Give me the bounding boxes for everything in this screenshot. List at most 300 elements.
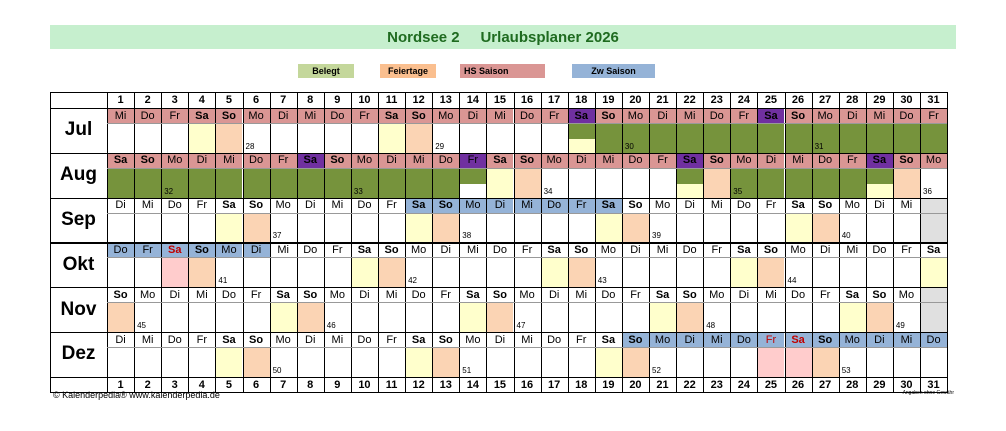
weekday-label: Sa bbox=[791, 199, 805, 212]
day-cell[interactable] bbox=[730, 302, 757, 332]
grid-line bbox=[50, 153, 947, 154]
weekday-label: Di bbox=[459, 108, 486, 123]
weekday-label: Do bbox=[492, 243, 507, 256]
day-cell[interactable] bbox=[785, 123, 812, 153]
week-number: 34 bbox=[543, 186, 553, 196]
day-cell[interactable] bbox=[134, 168, 161, 198]
day-cell[interactable] bbox=[270, 302, 297, 332]
day-cell[interactable] bbox=[432, 347, 459, 377]
day-cell[interactable] bbox=[622, 347, 649, 377]
day-cell[interactable] bbox=[514, 168, 541, 198]
day-number-footer: 4 bbox=[198, 378, 205, 391]
day-cell[interactable] bbox=[324, 257, 351, 287]
month-label: Nov bbox=[60, 298, 97, 320]
day-cell[interactable] bbox=[514, 123, 541, 153]
day-number-footer: 18 bbox=[575, 378, 588, 391]
day-cell[interactable] bbox=[866, 257, 893, 287]
day-number-footer: 31 bbox=[927, 378, 940, 391]
calendar-grid bbox=[50, 92, 947, 393]
day-cell[interactable] bbox=[568, 347, 595, 377]
weekday-label: Di bbox=[757, 153, 784, 168]
day-cell[interactable] bbox=[405, 168, 432, 198]
month-label: Sep bbox=[61, 208, 96, 230]
day-number-header: 7 bbox=[280, 94, 287, 106]
weekday-label: Sa bbox=[595, 198, 622, 213]
day-cell[interactable] bbox=[161, 302, 188, 332]
day-cell[interactable] bbox=[812, 302, 839, 332]
day-cell[interactable] bbox=[297, 213, 324, 243]
day-cell[interactable] bbox=[785, 168, 812, 198]
day-cell[interactable] bbox=[839, 168, 866, 198]
day-cell[interactable] bbox=[866, 213, 893, 243]
weekday-label: Mi bbox=[405, 153, 432, 168]
weekday-label: Do bbox=[791, 288, 806, 301]
weekday-label: Do bbox=[547, 333, 562, 346]
weekday-label: Fr bbox=[757, 332, 784, 347]
day-cell[interactable] bbox=[486, 302, 513, 332]
weekday-label: Sa bbox=[676, 153, 703, 168]
day-cell[interactable] bbox=[459, 123, 486, 153]
day-cell[interactable] bbox=[459, 302, 486, 332]
day-cell[interactable] bbox=[405, 347, 432, 377]
day-cell[interactable] bbox=[486, 257, 513, 287]
week-number: 29 bbox=[435, 141, 445, 151]
day-cell[interactable] bbox=[893, 257, 920, 287]
day-cell[interactable] bbox=[676, 213, 703, 243]
day-cell[interactable] bbox=[107, 213, 134, 243]
day-cell[interactable] bbox=[568, 302, 595, 332]
day-cell[interactable] bbox=[134, 257, 161, 287]
day-cell[interactable] bbox=[432, 257, 459, 287]
day-cell[interactable] bbox=[134, 123, 161, 153]
day-cell[interactable] bbox=[324, 213, 351, 243]
day-cell[interactable] bbox=[866, 123, 893, 153]
weekday-label: Mi bbox=[385, 288, 398, 301]
day-number-header: 5 bbox=[225, 94, 232, 106]
weekday-label: Sa bbox=[357, 243, 372, 256]
weekday-label: So bbox=[574, 243, 589, 256]
empty-day bbox=[920, 287, 947, 332]
day-cell[interactable] bbox=[595, 347, 622, 377]
belegt-mark bbox=[459, 168, 486, 184]
week-number: 37 bbox=[272, 231, 282, 241]
day-cell[interactable] bbox=[541, 257, 568, 287]
day-number-footer: 2 bbox=[144, 378, 151, 391]
week-number: 42 bbox=[408, 276, 417, 286]
day-cell[interactable] bbox=[703, 347, 730, 377]
day-cell[interactable] bbox=[785, 347, 812, 377]
belegt-mark bbox=[568, 123, 595, 139]
day-cell[interactable] bbox=[730, 123, 757, 153]
day-number-footer: 24 bbox=[737, 378, 750, 391]
weekday-label: Fr bbox=[521, 243, 533, 256]
day-cell[interactable] bbox=[378, 123, 405, 153]
grid-line bbox=[893, 92, 894, 393]
day-cell[interactable] bbox=[161, 213, 188, 243]
day-cell[interactable] bbox=[649, 123, 676, 153]
day-number-footer: 30 bbox=[900, 378, 913, 391]
day-cell[interactable] bbox=[107, 257, 134, 287]
weekday-label: Do bbox=[601, 288, 616, 301]
day-cell[interactable] bbox=[378, 347, 405, 377]
day-cell[interactable] bbox=[676, 302, 703, 332]
day-cell[interactable] bbox=[351, 347, 378, 377]
day-cell[interactable] bbox=[134, 213, 161, 243]
weekday-label: Do bbox=[736, 199, 751, 212]
grid-line bbox=[107, 168, 947, 169]
day-cell[interactable] bbox=[812, 257, 839, 287]
weekday-label: Mi bbox=[676, 108, 703, 123]
weekday-label: Do bbox=[303, 243, 318, 256]
day-cell[interactable] bbox=[866, 347, 893, 377]
grid-line bbox=[486, 92, 487, 393]
day-cell[interactable] bbox=[297, 302, 324, 332]
day-cell[interactable] bbox=[703, 213, 730, 243]
day-cell[interactable] bbox=[215, 168, 242, 198]
day-cell[interactable] bbox=[568, 213, 595, 243]
day-number-header: 18 bbox=[575, 94, 588, 106]
weekday-label: Mo bbox=[411, 243, 427, 256]
weekday-label: Fr bbox=[839, 153, 866, 168]
weekday-label: Fr bbox=[630, 288, 641, 301]
day-cell[interactable] bbox=[595, 168, 622, 198]
week-number: 44 bbox=[787, 276, 797, 286]
weekday-label: Mi bbox=[575, 288, 588, 301]
day-cell[interactable] bbox=[676, 257, 703, 287]
day-cell[interactable] bbox=[161, 347, 188, 377]
day-cell[interactable] bbox=[215, 347, 242, 377]
weekday-label: Di bbox=[649, 108, 676, 123]
week-number: 51 bbox=[462, 365, 472, 375]
day-cell[interactable] bbox=[243, 347, 270, 377]
day-cell[interactable] bbox=[839, 123, 866, 153]
day-cell[interactable] bbox=[486, 168, 513, 198]
weekday-label: Do bbox=[730, 332, 757, 347]
weekday-label: Do bbox=[703, 108, 730, 123]
day-number-header: 8 bbox=[307, 94, 314, 106]
day-cell[interactable] bbox=[243, 302, 270, 332]
day-cell[interactable] bbox=[649, 302, 676, 332]
day-number-header: 30 bbox=[900, 94, 913, 106]
week-number: 46 bbox=[326, 321, 336, 330]
day-cell[interactable] bbox=[703, 123, 730, 153]
day-number-footer: 6 bbox=[252, 378, 260, 391]
day-cell[interactable] bbox=[188, 347, 215, 377]
day-cell[interactable] bbox=[486, 347, 513, 377]
legend-belegt: Belegt bbox=[298, 64, 354, 78]
day-cell[interactable] bbox=[107, 123, 134, 153]
day-cell[interactable] bbox=[622, 168, 649, 198]
day-cell[interactable] bbox=[622, 213, 649, 243]
weekday-label: Fr bbox=[161, 108, 188, 123]
day-cell[interactable] bbox=[432, 302, 459, 332]
day-number-header: 16 bbox=[520, 94, 534, 106]
day-cell[interactable] bbox=[730, 347, 757, 377]
day-number-footer: 17 bbox=[548, 378, 561, 391]
day-cell[interactable] bbox=[920, 347, 947, 377]
grid-line bbox=[50, 377, 947, 378]
grid-line bbox=[947, 92, 948, 393]
weekday-label: Sa bbox=[757, 108, 784, 123]
day-cell[interactable] bbox=[351, 302, 378, 332]
day-number-header: 20 bbox=[629, 94, 642, 106]
day-cell[interactable] bbox=[107, 168, 134, 198]
day-cell[interactable] bbox=[188, 123, 215, 153]
day-cell[interactable] bbox=[649, 257, 676, 287]
grid-line bbox=[812, 92, 813, 393]
day-cell[interactable] bbox=[595, 302, 622, 332]
weekday-label: So bbox=[872, 288, 887, 301]
day-cell[interactable] bbox=[812, 168, 839, 198]
day-number-footer: 22 bbox=[683, 378, 696, 391]
weekday-label: Di bbox=[486, 198, 513, 213]
day-cell[interactable] bbox=[378, 168, 405, 198]
day-cell[interactable] bbox=[297, 168, 324, 198]
day-number-footer: 26 bbox=[791, 378, 805, 391]
day-cell[interactable] bbox=[378, 213, 405, 243]
day-number-footer: 9 bbox=[334, 378, 341, 391]
copyright-footer: © Kalenderpedia® www.kalenderpedia.de bbox=[53, 390, 220, 400]
day-cell[interactable] bbox=[459, 257, 486, 287]
weekday-label: Mi bbox=[656, 243, 669, 256]
day-cell[interactable] bbox=[622, 302, 649, 332]
day-number-header: 9 bbox=[334, 94, 341, 106]
weekday-label: Sa bbox=[222, 333, 236, 346]
day-cell[interactable] bbox=[134, 347, 161, 377]
day-cell[interactable] bbox=[514, 257, 541, 287]
weekday-label: Mi bbox=[277, 243, 289, 256]
day-cell[interactable] bbox=[514, 213, 541, 243]
weekday-label: Di bbox=[839, 108, 866, 123]
day-cell[interactable] bbox=[785, 213, 812, 243]
day-cell[interactable] bbox=[622, 257, 649, 287]
weekday-label: So bbox=[432, 198, 459, 213]
weekday-label: Fr bbox=[920, 108, 947, 123]
grid-line bbox=[324, 92, 325, 393]
day-cell[interactable] bbox=[243, 257, 270, 287]
day-cell[interactable] bbox=[486, 213, 513, 243]
weekday-label: Di bbox=[494, 333, 506, 346]
day-cell[interactable] bbox=[351, 213, 378, 243]
day-cell[interactable] bbox=[378, 302, 405, 332]
weekday-label: Do bbox=[357, 199, 372, 212]
day-cell[interactable] bbox=[270, 123, 297, 153]
grid-line bbox=[50, 332, 947, 333]
day-number-header: 26 bbox=[791, 94, 805, 106]
weekday-label: Fr bbox=[765, 199, 777, 212]
day-cell[interactable] bbox=[188, 257, 215, 287]
disclaimer: Angaben ohne Gewähr bbox=[902, 390, 954, 396]
month-label: Dez bbox=[61, 343, 96, 365]
day-number-footer: 3 bbox=[171, 378, 178, 391]
week-number: 35 bbox=[733, 186, 743, 196]
day-cell[interactable] bbox=[297, 347, 324, 377]
grid-line bbox=[50, 198, 947, 199]
day-cell[interactable] bbox=[893, 213, 920, 243]
weekday-label: So bbox=[893, 153, 920, 168]
day-cell[interactable] bbox=[188, 302, 215, 332]
day-cell[interactable] bbox=[757, 302, 784, 332]
day-cell[interactable] bbox=[920, 123, 947, 153]
weekday-label: Mi bbox=[467, 243, 479, 256]
day-cell[interactable] bbox=[215, 213, 242, 243]
weekday-label: Di bbox=[305, 333, 316, 346]
day-cell[interactable] bbox=[351, 257, 378, 287]
day-cell[interactable] bbox=[893, 347, 920, 377]
weekday-label: So bbox=[514, 153, 541, 168]
weekday-label: Mi bbox=[141, 333, 154, 346]
day-cell[interactable] bbox=[188, 168, 215, 198]
week-number: 33 bbox=[353, 186, 363, 196]
weekday-label: Mo bbox=[790, 243, 806, 256]
weekday-label: Di bbox=[115, 333, 126, 346]
day-cell[interactable] bbox=[703, 257, 730, 287]
day-cell[interactable] bbox=[514, 347, 541, 377]
weekday-label: Mi bbox=[141, 199, 154, 212]
week-number: 38 bbox=[462, 231, 472, 241]
day-number-header: 14 bbox=[466, 94, 479, 106]
day-number-header: 13 bbox=[439, 94, 452, 106]
day-cell[interactable] bbox=[541, 347, 568, 377]
weekday-label: Mo bbox=[600, 243, 616, 256]
weekday-label: Fr bbox=[649, 153, 676, 168]
weekday-label: Mo bbox=[519, 288, 535, 301]
day-cell[interactable] bbox=[324, 123, 351, 153]
day-cell[interactable] bbox=[568, 257, 595, 287]
weekday-label: Do bbox=[357, 333, 372, 346]
day-cell[interactable] bbox=[161, 123, 188, 153]
day-cell[interactable] bbox=[243, 168, 270, 198]
day-cell[interactable] bbox=[839, 257, 866, 287]
day-cell[interactable] bbox=[676, 347, 703, 377]
day-number-header: 12 bbox=[412, 94, 425, 106]
week-number: 43 bbox=[597, 276, 607, 286]
day-number-header: 21 bbox=[656, 94, 669, 106]
weekday-label: Mi bbox=[486, 108, 513, 123]
weekday-label: Mi bbox=[785, 153, 812, 168]
legend-hs-saison: HS Saison bbox=[460, 64, 545, 78]
legend-feiertage: Feiertage bbox=[380, 64, 436, 78]
day-cell[interactable] bbox=[757, 257, 784, 287]
day-cell[interactable] bbox=[893, 123, 920, 153]
weekday-label: Fr bbox=[901, 243, 912, 256]
day-number-footer: 23 bbox=[710, 378, 723, 391]
day-cell[interactable] bbox=[757, 213, 784, 243]
day-number-header: 22 bbox=[683, 94, 696, 106]
day-cell[interactable] bbox=[378, 257, 405, 287]
weekday-label: Sa bbox=[926, 243, 941, 256]
day-cell[interactable] bbox=[405, 213, 432, 243]
day-number-footer: 20 bbox=[629, 378, 642, 391]
weekday-label: Di bbox=[188, 153, 215, 168]
day-cell[interactable] bbox=[405, 123, 432, 153]
weekday-label: Sa bbox=[222, 199, 236, 212]
day-cell[interactable] bbox=[757, 347, 784, 377]
day-cell[interactable] bbox=[297, 123, 324, 153]
weekday-label: So bbox=[113, 288, 128, 301]
weekday-label: Di bbox=[676, 332, 703, 347]
day-cell[interactable] bbox=[541, 213, 568, 243]
grid-line bbox=[920, 92, 921, 393]
weekday-label: So bbox=[215, 108, 242, 123]
weekday-label: Do bbox=[682, 243, 697, 256]
grid-line bbox=[785, 92, 786, 393]
weekday-label: Mo bbox=[243, 108, 270, 123]
day-cell[interactable] bbox=[893, 168, 920, 198]
day-cell[interactable] bbox=[541, 123, 568, 153]
day-cell[interactable] bbox=[839, 302, 866, 332]
week-number: 47 bbox=[516, 321, 526, 330]
weekday-label: Sa bbox=[568, 108, 595, 123]
grid-line bbox=[757, 92, 758, 393]
day-cell[interactable] bbox=[270, 168, 297, 198]
day-cell[interactable] bbox=[730, 213, 757, 243]
day-cell[interactable] bbox=[812, 213, 839, 243]
day-cell[interactable] bbox=[215, 302, 242, 332]
day-cell[interactable] bbox=[595, 213, 622, 243]
day-cell[interactable] bbox=[568, 168, 595, 198]
day-cell[interactable] bbox=[270, 257, 297, 287]
day-cell[interactable] bbox=[324, 347, 351, 377]
day-cell[interactable] bbox=[107, 347, 134, 377]
day-cell[interactable] bbox=[812, 347, 839, 377]
day-cell[interactable] bbox=[866, 302, 893, 332]
day-cell[interactable] bbox=[161, 257, 188, 287]
day-number-header: 17 bbox=[548, 94, 561, 106]
day-number-footer: 25 bbox=[764, 378, 778, 391]
weekday-label: Fr bbox=[576, 333, 587, 346]
day-cell[interactable] bbox=[432, 168, 459, 198]
day-cell[interactable] bbox=[297, 257, 324, 287]
week-number: 39 bbox=[652, 231, 661, 241]
day-cell[interactable] bbox=[785, 302, 812, 332]
day-cell[interactable] bbox=[703, 168, 730, 198]
day-cell[interactable] bbox=[215, 123, 242, 153]
day-cell[interactable] bbox=[486, 123, 513, 153]
day-cell[interactable] bbox=[351, 123, 378, 153]
day-cell[interactable] bbox=[188, 213, 215, 243]
day-cell[interactable] bbox=[920, 257, 947, 287]
weekday-label: Fr bbox=[196, 199, 208, 212]
weekday-label: Sa bbox=[737, 243, 751, 256]
day-cell[interactable] bbox=[649, 168, 676, 198]
day-cell[interactable] bbox=[595, 123, 622, 153]
grid-line bbox=[595, 92, 596, 393]
day-cell[interactable] bbox=[730, 257, 757, 287]
day-cell[interactable] bbox=[324, 168, 351, 198]
week-number: 41 bbox=[218, 276, 228, 286]
day-cell[interactable] bbox=[405, 302, 432, 332]
day-cell[interactable] bbox=[757, 168, 784, 198]
day-cell[interactable] bbox=[107, 302, 134, 332]
day-cell[interactable] bbox=[432, 213, 459, 243]
day-number-header: 27 bbox=[819, 94, 832, 106]
weekday-label: So bbox=[405, 108, 432, 123]
day-number-footer: 29 bbox=[873, 378, 886, 391]
weekday-label: Fr bbox=[459, 153, 486, 168]
week-number: 49 bbox=[895, 321, 905, 330]
weekday-label: Mo bbox=[459, 198, 486, 213]
weekday-label: Sa bbox=[785, 332, 812, 347]
weekday-label: Do bbox=[872, 243, 887, 256]
day-cell[interactable] bbox=[541, 302, 568, 332]
day-cell[interactable] bbox=[243, 213, 270, 243]
day-number-header: 31 bbox=[927, 94, 940, 106]
grid-line bbox=[297, 92, 298, 393]
weekday-label: Di bbox=[874, 199, 885, 212]
day-cell[interactable] bbox=[676, 123, 703, 153]
day-cell[interactable] bbox=[757, 123, 784, 153]
